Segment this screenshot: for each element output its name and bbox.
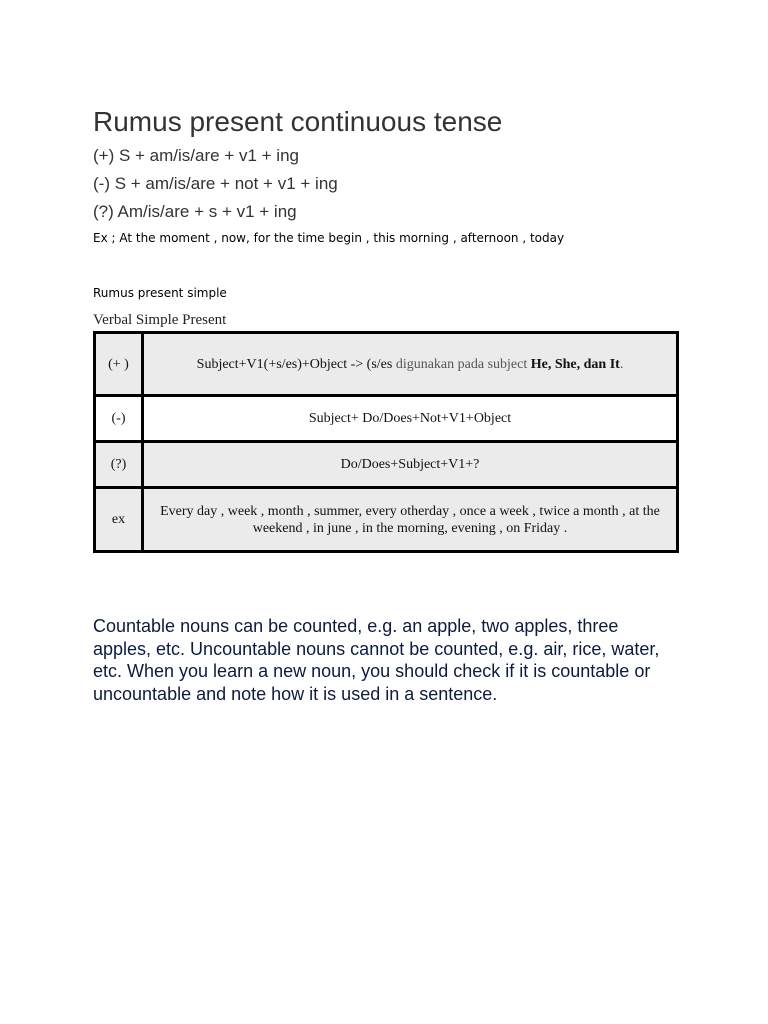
formula-end: .: [619, 356, 624, 372]
table-cell-symbol: (?): [95, 442, 143, 488]
table-row-question: [95, 442, 678, 488]
table-cell-symbol: (-): [95, 396, 143, 442]
present-simple-heading: Rumus present simple: [93, 286, 227, 300]
continuous-question-formula: (?) Am/is/are + s + v1 + ing: [93, 202, 297, 221]
continuous-negative-formula: (-) S + am/is/are + not + v1 + ing: [93, 174, 338, 193]
continuous-positive-formula: (+) S + am/is/are + v1 + ing: [93, 146, 299, 165]
table-cell-formula: [143, 333, 678, 396]
table-cell-formula: Do/Does+Subject+V1+?: [143, 442, 678, 488]
page-title: Rumus present continuous tense: [93, 106, 503, 137]
nouns-paragraph: Countable nouns can be counted, e.g. an apple, two apples, three apples, etc. Uncountable nouns cannot be counted, e.g. air, rice, water, etc. When you learn a new noun, you should check if it is countable or uncountable and note how it is used in a sentence.: [93, 616, 660, 704]
table-cell-formula: Every day , week , month , summer, every otherday , once a week , twice a month , at the weekend , in june , in the morning, evening , on Friday .: [143, 488, 678, 552]
table-row-negative: [95, 396, 678, 442]
formula-prefix: Subject+V1(+s/es)+Object -> (s/es: [196, 356, 396, 372]
table-row-positive: [95, 333, 678, 396]
table-cell-symbol: (+ ): [95, 333, 143, 396]
table-row-example: [95, 488, 678, 552]
continuous-example-line: Ex ; At the moment , now, for the time begin , this morning , afternoon , today: [93, 231, 565, 245]
formula-subjects: He, She, dan It: [530, 356, 620, 372]
table-cell-formula: Subject+ Do/Does+Not+V1+Object: [143, 396, 678, 442]
table-caption: Verbal Simple Present: [93, 312, 227, 328]
table-cell-symbol: ex: [95, 488, 143, 552]
verbal-simple-present-table: [93, 331, 679, 553]
formula-note: digunakan pada subject: [395, 356, 531, 372]
